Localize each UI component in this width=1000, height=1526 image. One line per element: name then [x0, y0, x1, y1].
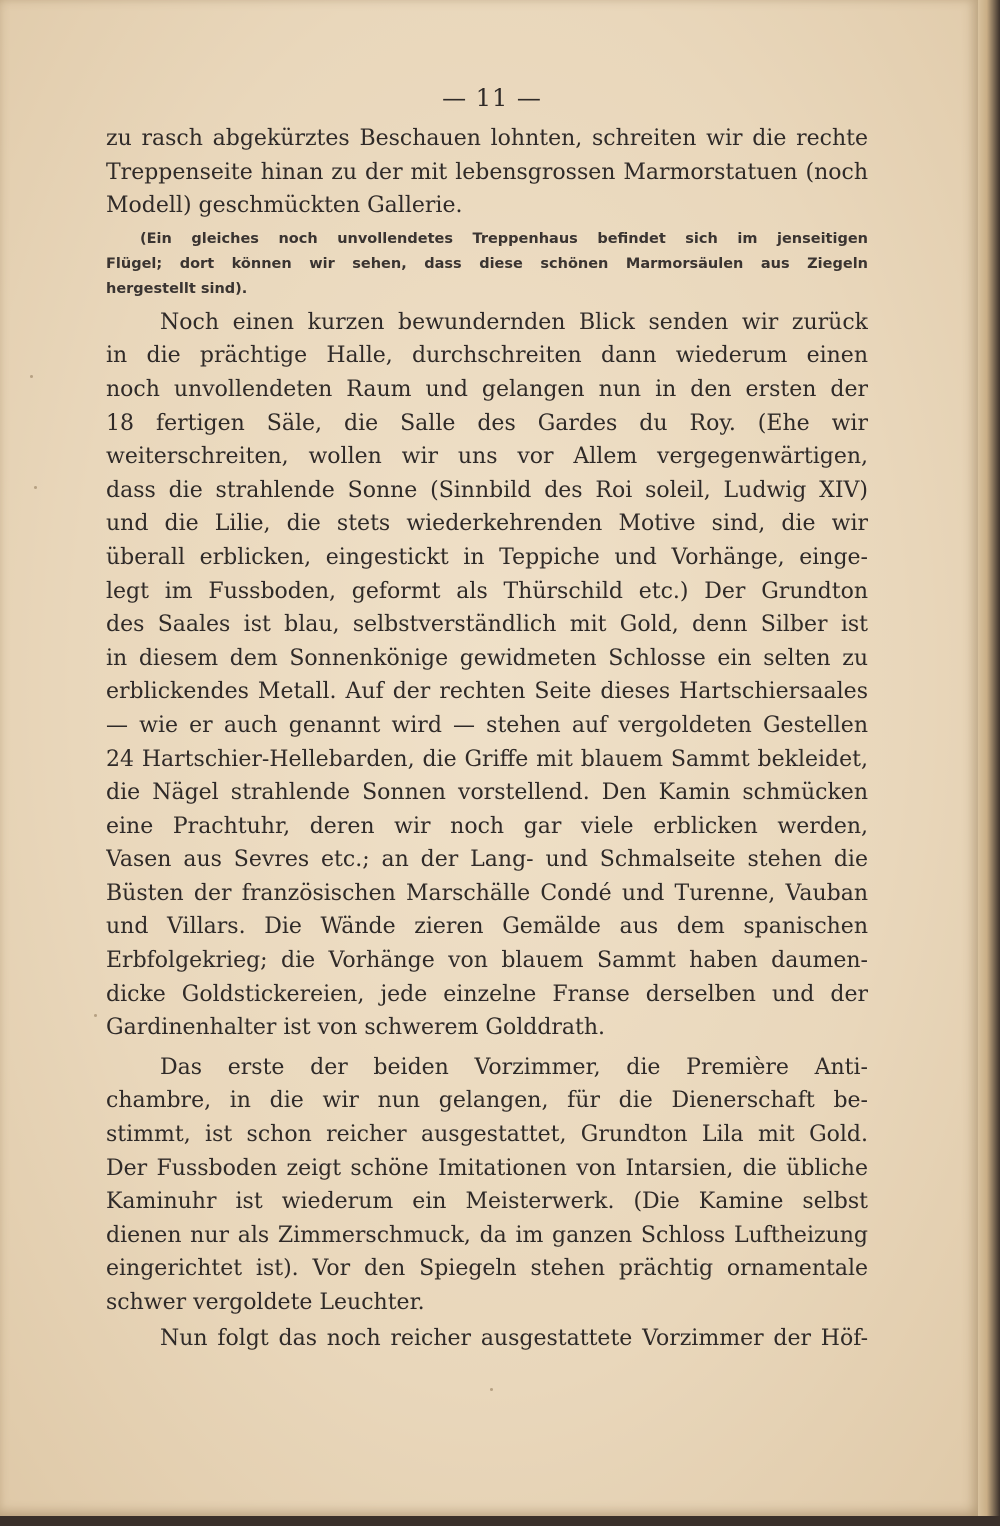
text-line: dicke Goldstickereien, jede einzelne Franse derselben und der	[106, 981, 868, 1007]
text-block	[106, 84, 868, 1355]
text-line: dienen nur als Zimmerschmuck, da im ganzen Schloss Luftheizung	[106, 1222, 868, 1248]
note-line: hergestellt sind).	[106, 280, 248, 297]
text-line: Noch einen kurzen bewundernden Blick senden wir zurück	[160, 309, 868, 335]
paragraph-premiere-antichambre	[106, 1051, 868, 1320]
text-line: chambre, in die wir nun gelangen, für die Dienerschaft be-	[106, 1088, 868, 1114]
text-line: eingerichtet ist). Vor den Spiegeln stehen prächtig ornamentale	[106, 1256, 868, 1282]
text-line: stimmt, ist schon reicher ausgestattet, Grundton Lila mit Gold.	[106, 1122, 868, 1148]
text-line: Erbfolgekrieg; die Vorhänge von blauem Sammt haben daumen-	[106, 948, 868, 974]
text-line: Gardinenhalter ist von schwerem Golddrath.	[106, 1015, 606, 1041]
footnote-parenthetical	[106, 227, 868, 302]
text-line: Vasen aus Sevres etc.; an der Lang- und Schmalseite stehen die	[106, 847, 868, 873]
text-line: eine Prachtuhr, deren wir noch gar viele erblicken werden,	[106, 813, 868, 839]
text-line: Das erste der beiden Vorzimmer, die Première Anti-	[160, 1054, 868, 1080]
text-line: 24 Hartschier-Hellebarden, die Griffe mit blauem Sammt bekleidet,	[106, 746, 868, 772]
text-line: Der Fussboden zeigt schöne Imitationen von Intarsien, die übliche	[106, 1155, 868, 1181]
text-line: und die Lilie, die stets wiederkehrenden Motive sind, die wir	[106, 511, 868, 537]
text-line: in diesem dem Sonnenkönige gewidmeten Schlosse ein selten zu	[106, 645, 868, 671]
text-line: Modell) geschmückten Gallerie.	[106, 193, 463, 219]
note-line: Flügel; dort können wir sehen, dass diese schönen Marmorsäulen aus Ziegeln	[106, 255, 868, 272]
text-line: Kaminuhr ist wiederum ein Meisterwerk. (Die Kamine selbst	[106, 1189, 868, 1215]
text-line: — wie er auch genannt wird — stehen auf vergoldeten Gestellen	[106, 712, 868, 738]
text-line: überall erblicken, eingestickt in Teppiche und Vorhänge, einge-	[106, 544, 868, 570]
paragraph-vorzimmer	[106, 1322, 868, 1356]
text-line: Nun folgt das noch reicher ausgestattete Vorzimmer der Höf-	[160, 1325, 868, 1351]
paragraph-continuation	[106, 122, 868, 223]
text-line: weiterschreiten, wollen wir uns vor Allem vergegenwärtigen,	[106, 444, 868, 470]
text-line: erblickendes Metall. Auf der rechten Seite dieses Hartschiersaales	[106, 679, 868, 705]
text-line: Treppenseite hinan zu der mit lebensgrossen Marmorstatuen (noch	[106, 159, 868, 185]
text-line: Büsten der französischen Marschälle Condé und Turenne, Vauban	[106, 880, 868, 906]
text-line: dass die strahlende Sonne (Sinnbild des Roi soleil, Ludwig XIV)	[106, 477, 868, 503]
page-bottom-edge	[0, 1516, 1000, 1526]
text-line: des Saales ist blau, selbstverständlich mit Gold, denn Silber ist	[106, 612, 868, 638]
page-number: — 11 —	[442, 84, 542, 112]
text-line: zu rasch abgekürztes Beschauen lohnten, schreiten wir die rechte	[106, 126, 868, 151]
text-line: legt im Fussboden, geformt als Thürschild etc.) Der Grundton	[106, 578, 868, 604]
text-line: noch unvollendeten Raum und gelangen nun in den ersten der	[106, 376, 868, 402]
text-line: in die prächtige Halle, durchschreiten dann wiederum einen	[106, 343, 868, 369]
text-line: schwer vergoldete Leuchter.	[106, 1290, 425, 1315]
paragraph-salle-des-gardes	[106, 306, 868, 1045]
text-line: und Villars. Die Wände zieren Gemälde aus dem spanischen	[106, 914, 868, 940]
page-edge-shadow	[978, 0, 1000, 1526]
text-line: die Nägel strahlende Sonnen vorstellend. Den Kamin schmücken	[106, 780, 868, 806]
text-line: 18 fertigen Säle, die Salle des Gardes du Roy. (Ehe wir	[106, 410, 868, 436]
note-line: (Ein gleiches noch unvollendetes Treppenhaus befindet sich im jenseitigen	[140, 230, 868, 247]
